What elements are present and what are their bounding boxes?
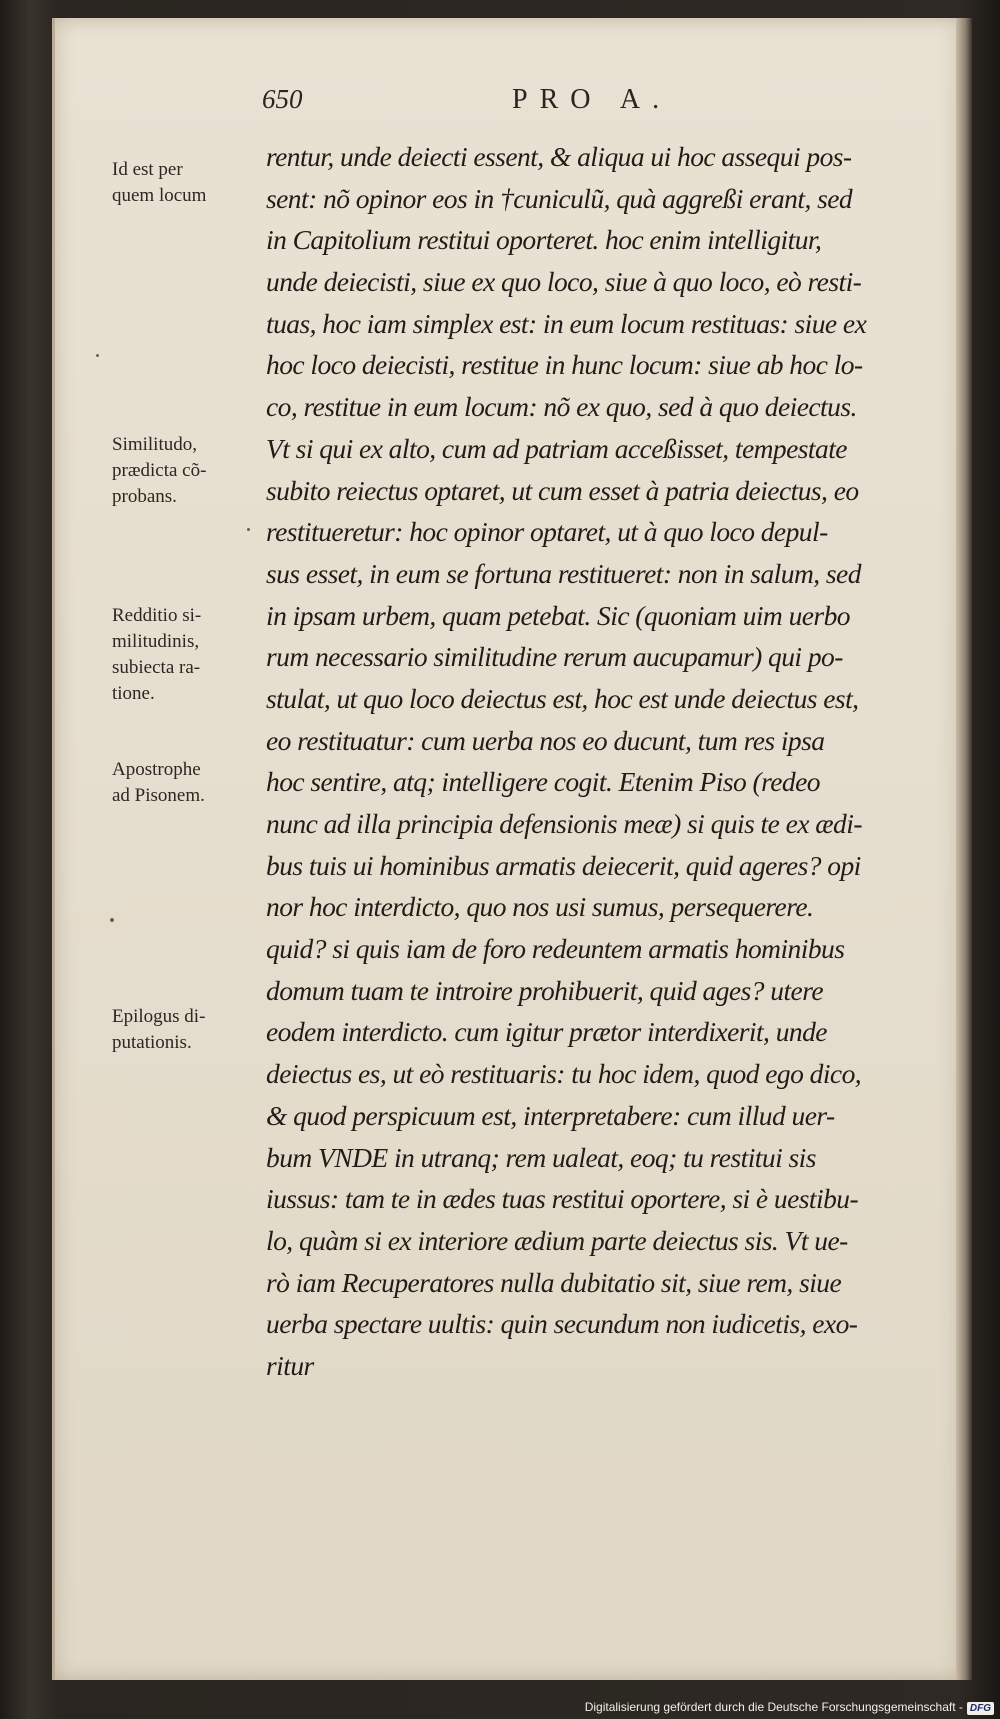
text-line: in ipsam urbem, quam petebat. Sic (quoniam uim uerbo — [266, 599, 850, 631]
text-line: lo, quàm si ex interiore ædium parte deiectus sis. Vt ue- — [266, 1224, 848, 1256]
text-line: hoc loco deiecisti, restitue in hunc locum: siue ab hoc lo- — [266, 349, 863, 381]
text-line: stulat, ut quo loco deiectus est, hoc est unde deiectus est, — [266, 682, 859, 714]
running-title: PRO A. — [512, 84, 672, 115]
marginal-note — [112, 1004, 262, 1056]
text-line: nor hoc interdicto, quo nos usi sumus, persequerere. — [266, 891, 814, 923]
note-line: ad Pisonem. — [112, 785, 205, 806]
text-line: & quod perspicuum est, interpretabere: cum illud uer- — [266, 1099, 835, 1131]
marginal-note — [112, 432, 262, 510]
text-line: deiectus es, ut eò restituaris: tu hoc idem, quod ego dico, — [266, 1058, 862, 1090]
text-line: tuas, hoc iam simplex est: in eum locum restituas: siue ex — [266, 307, 867, 339]
note-line: Redditio si- — [112, 605, 202, 626]
digitization-credit — [585, 1700, 994, 1715]
note-line: militudinis, — [112, 631, 200, 652]
note-line: Similitudo, — [112, 434, 197, 455]
text-line: eo restituatur: cum uerba nos eo ducunt, tum res ipsa — [266, 724, 825, 756]
text-line: ritur — [266, 1349, 314, 1381]
page-number: 650 — [262, 84, 303, 114]
ink-speck — [110, 918, 114, 922]
text-line: eodem interdicto. cum igitur prætor interdixerit, unde — [266, 1016, 827, 1048]
text-line: bus tuis ui hominibus armatis deiecerit, quid ageres? opi — [266, 849, 861, 881]
text-line: unde deiecisti, siue ex quo loco, siue à quo loco, eò resti- — [266, 266, 862, 298]
text-line: rentur, unde deiecti essent, & aliqua ui hoc assequi pos- — [266, 141, 852, 172]
text-line: in Capitolium restitui oporteret. hoc enim intelligitur, — [266, 224, 822, 256]
ink-speck — [247, 528, 250, 531]
note-line: Apostrophe — [112, 759, 201, 780]
page-edge — [956, 18, 972, 1680]
marginal-note — [112, 757, 262, 809]
note-line: prædicta cõ- — [112, 460, 207, 481]
note-line: Id est per — [112, 159, 183, 180]
marginal-note — [112, 157, 262, 209]
text-line: domum tuam te introire prohibuerit, quid ages? utere — [266, 974, 823, 1006]
text-line: subito reiectus optaret, ut cum esset à patria deiectus, eo — [266, 474, 859, 506]
note-line: quem locum — [112, 185, 207, 206]
text-line: nunc ad illa principia defensionis meæ) si quis te ex ædi- — [266, 808, 862, 839]
note-line: putationis. — [112, 1032, 192, 1053]
text-line: sus esset, in eum se fortuna restitueret: non in salum, sed — [266, 557, 861, 589]
marginal-note — [112, 603, 262, 707]
running-head — [262, 84, 782, 124]
note-line: tione. — [112, 683, 155, 704]
text-line: bum VNDE in utranq; rem ualeat, eoq; tu restitui sis — [266, 1141, 816, 1173]
text-line: quid? si quis iam de foro redeuntem armatis hominibus — [266, 933, 845, 965]
note-line: subiecta ra- — [112, 657, 201, 678]
text-line: uerba spectare uultis: quin secundum non iudicetis, exo- — [266, 1308, 858, 1340]
text-line: Vt si qui ex alto, cum ad patriam acceßisset, tempestate — [266, 432, 847, 464]
text-line: rum necessario similitudine rerum aucupamur) qui po- — [266, 641, 843, 673]
ink-speck — [96, 354, 99, 357]
note-line: Epilogus di- — [112, 1006, 206, 1027]
text-line: iussus: tam te in ædes tuas restitui oportere, si è uestibu- — [266, 1183, 859, 1215]
footer-text: Digitalisierung gefördert durch die Deutsche Forschungsgemeinschaft - — [584, 1700, 963, 1714]
text-line: sent: nõ opinor eos in †cuniculũ, quà aggreßi erant, sed — [266, 182, 853, 214]
text-line: rò iam Recuperatores nulla dubitatio sit, siue rem, siue — [266, 1266, 842, 1298]
note-line: probans. — [112, 486, 177, 507]
text-line: hoc sentire, atq; intelligere cogit. Etenim Piso (redeo — [266, 766, 820, 798]
dfg-logo: DFG — [967, 1702, 994, 1715]
text-line: restitueretur: hoc opinor optaret, ut à quo loco depul- — [266, 516, 828, 548]
main-text — [266, 136, 942, 1387]
text-line: co, restitue in eum locum: nõ ex quo, sed à quo deiectus. — [266, 391, 857, 423]
